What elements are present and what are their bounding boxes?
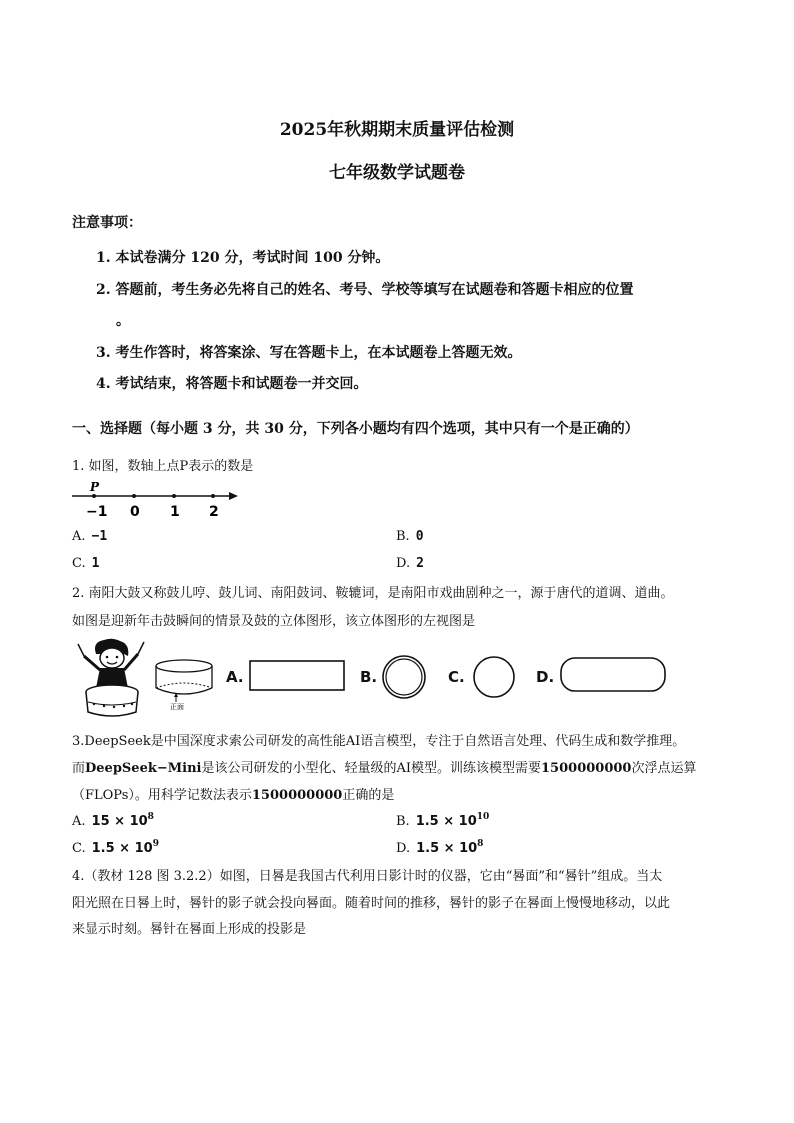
q2-choice-d-rounded-rectangle[interactable] bbox=[558, 656, 668, 694]
tick-label-1: 1 bbox=[170, 504, 180, 520]
notice-item-3: 3. 考生作答时，将答案涂、写在答题卡上，在本试题卷上答题无效。 bbox=[96, 345, 522, 361]
section-heading: 一、选择题（每小题 3 分，共 30 分，下列各小题均有四个选项，其中只有一个是正确的） bbox=[72, 421, 639, 437]
q3-option-d[interactable]: D. $1.5 \times 10^8$ bbox=[396, 839, 484, 856]
q2-line2: 如图是迎新年击鼓瞬间的情景及鼓的立体图形，该立体图形的左视图是 bbox=[72, 614, 476, 629]
tick-1 bbox=[172, 494, 176, 498]
q2-line1: 2. 南阳大鼓又称鼓儿哼、鼓儿词、南阳鼓词、鞍辘词，是南阳市戏曲剧种之一，源于唐代的道调、道曲。 bbox=[72, 586, 674, 601]
q2-choice-a-rectangle[interactable] bbox=[248, 659, 348, 693]
q2-choice-d-label[interactable]: D. bbox=[536, 668, 555, 686]
notice-item-2-cont: 。 bbox=[116, 313, 130, 329]
q3-option-a[interactable]: A. $15 \times 10^8$ bbox=[72, 812, 154, 829]
point-p-label: P bbox=[90, 480, 100, 494]
tick-minus1 bbox=[92, 494, 96, 498]
tick-0 bbox=[132, 494, 136, 498]
tick-label-0: 0 bbox=[130, 504, 140, 520]
q1-stem: 1. 如图，数轴上点P表示的数是 bbox=[72, 459, 254, 474]
q3-line3: （FLOPs）。用科学记数法表示1500000000正确的是 bbox=[72, 788, 395, 803]
q2-choice-c-label[interactable]: C. bbox=[448, 668, 465, 686]
tick-label-2: 2 bbox=[209, 504, 219, 520]
notice-item-1: 1. 本试卷满分 120 分，考试时间 100 分钟。 bbox=[96, 250, 390, 266]
number-line-figure bbox=[68, 478, 248, 520]
q2-choice-b-double-circle[interactable] bbox=[380, 654, 428, 700]
q1-option-a[interactable]: A. −1 bbox=[72, 529, 108, 544]
exam-title: 2025年秋期期末质量评估检测 bbox=[279, 120, 515, 140]
q4-line1: 4.（教材 128 图 3.2.2）如图，日晷是我国古代利用日影计时的仪器，它由“晷面”和“晷针”组成。当太 bbox=[72, 869, 663, 884]
q3-option-b[interactable]: B. $1.5 \times 10^{10}$ bbox=[396, 812, 490, 829]
front-label: 正面 bbox=[170, 703, 184, 710]
q3-option-c[interactable]: C. $1.5 \times 10^9$ bbox=[72, 839, 159, 856]
q4-line3: 来显示时刻。晷针在晷面上形成的投影是 bbox=[72, 922, 307, 937]
q1-option-c[interactable]: C. 1 bbox=[72, 556, 100, 571]
notice-item-2: 2. 答题前，考生务必先将自己的姓名、考号、学校等填写在试题卷和答题卡相应的位置 bbox=[96, 282, 634, 298]
q1-option-b[interactable]: B. 0 bbox=[396, 529, 424, 544]
tick-label-minus1: −1 bbox=[86, 504, 108, 520]
q4-line2: 阳光照在日晷上时，晷针的影子就会投向晷面。随着时间的推移，晷针的影子在晷面上慢慢地移动，以此 bbox=[72, 896, 671, 911]
drummer-illustration bbox=[74, 638, 148, 720]
q2-choice-c-circle[interactable] bbox=[470, 654, 518, 700]
q2-choice-b-label[interactable]: B. bbox=[360, 668, 378, 686]
exam-subtitle: 七年级数学试题卷 bbox=[329, 163, 465, 183]
notice-heading: 注意事项： bbox=[72, 215, 142, 231]
q3-line1: 3.DeepSeek是中国深度求索公司研发的高性能AI语言模型，专注于自然语言处理、代码生成和数学推理。 bbox=[72, 734, 686, 749]
drum-cylinder-figure bbox=[152, 656, 218, 710]
tick-2 bbox=[211, 494, 215, 498]
q2-choice-a-label[interactable]: A. bbox=[226, 668, 244, 686]
q1-option-d[interactable]: D. 2 bbox=[396, 556, 424, 571]
notice-item-4: 4. 考试结束，将答题卡和试题卷一并交回。 bbox=[96, 376, 368, 392]
q3-line2: 而DeepSeek−Mini是该公司研发的小型化、轻量级的AI模型。训练该模型需要1500000000次浮点运算 bbox=[72, 761, 697, 776]
